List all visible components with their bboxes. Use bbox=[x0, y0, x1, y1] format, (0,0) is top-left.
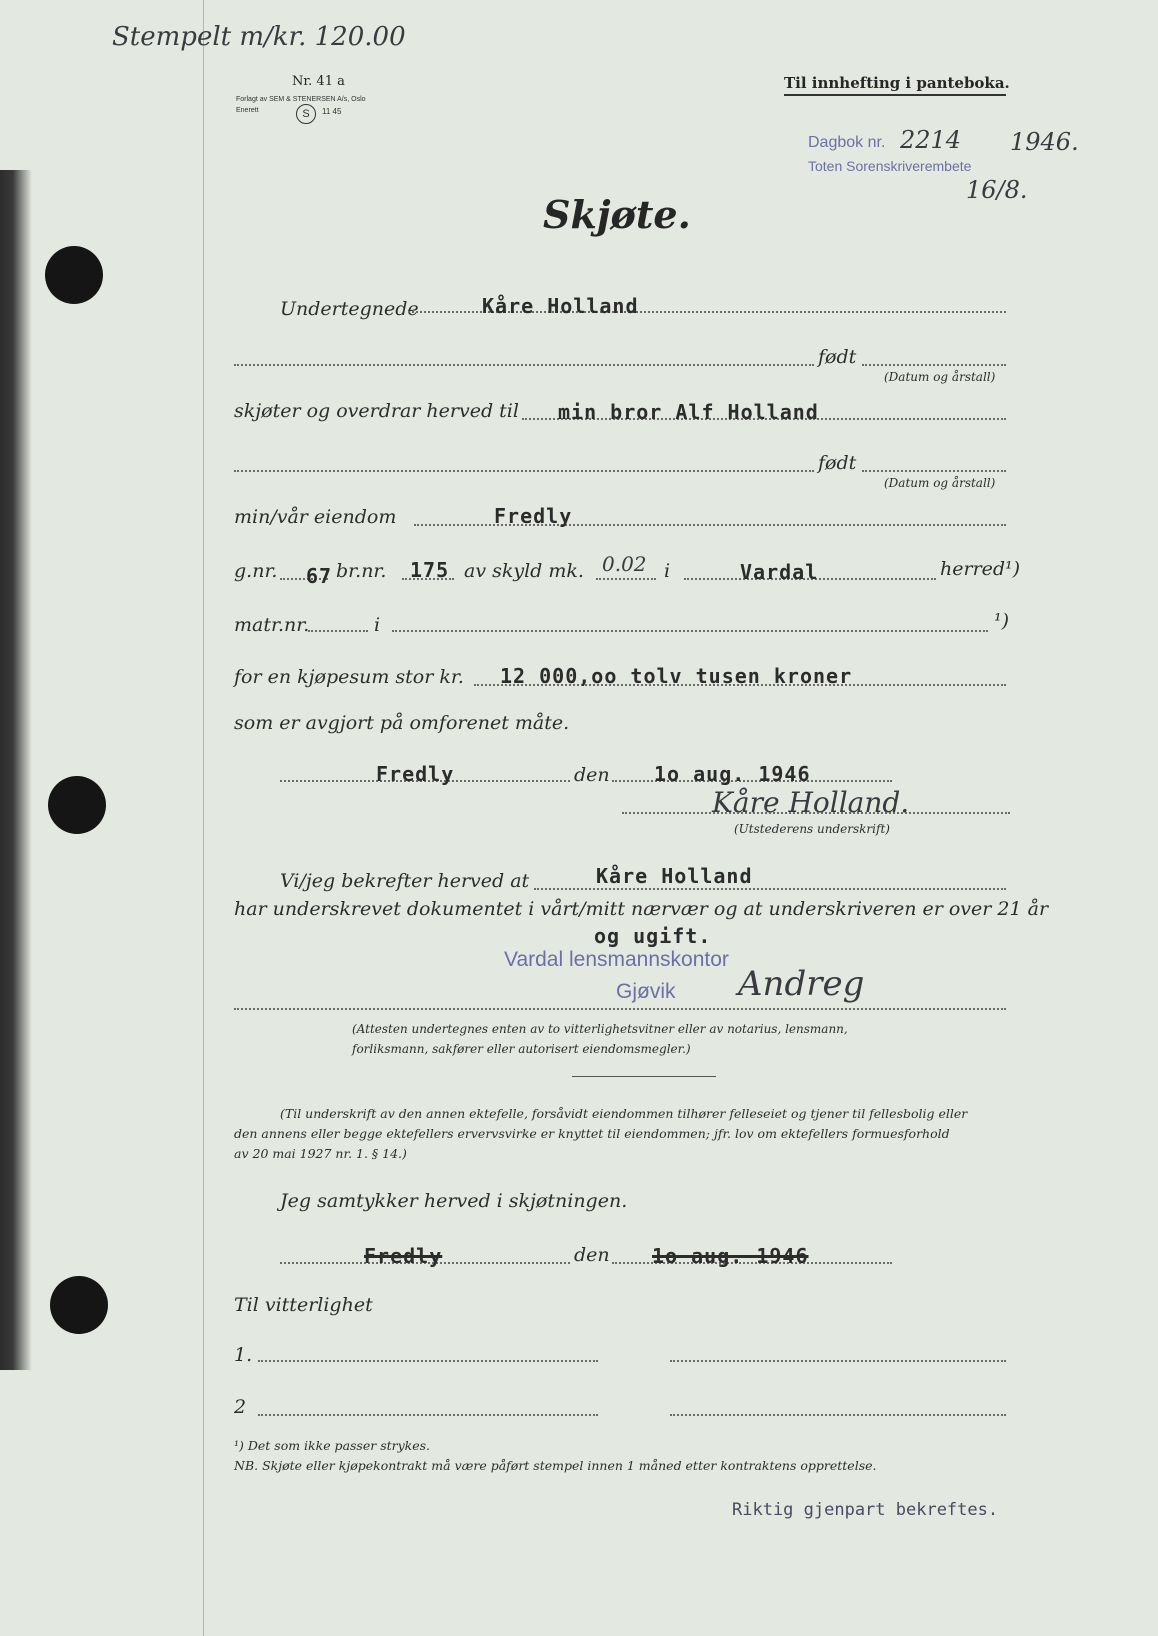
official-signature: Andreg bbox=[738, 964, 865, 1004]
signing-den-label: den bbox=[574, 764, 610, 786]
seller-date-line bbox=[862, 364, 1006, 366]
signing-place: Fredly bbox=[376, 762, 455, 786]
witness-1-address-line bbox=[670, 1360, 1006, 1362]
confirm-name: Kåre Holland bbox=[596, 864, 753, 888]
dagbok-label: Dagbok nr. bbox=[808, 134, 886, 151]
dagbok-year: 1946. bbox=[1010, 128, 1079, 156]
purchase-label: for en kjøpesum stor kr. bbox=[234, 666, 464, 688]
signing-date: 1o aug. 1946 bbox=[654, 762, 811, 786]
property-name: Fredly bbox=[494, 504, 573, 528]
buyer-dob-line bbox=[234, 470, 814, 472]
confirm-label: Vi/jeg bekrefter herved at bbox=[280, 870, 530, 892]
matr-place-line bbox=[392, 630, 988, 632]
dagbok-date: 16/8. bbox=[966, 176, 1028, 204]
spouse-note-line-3: av 20 mai 1927 nr. 1. § 14.) bbox=[234, 1146, 407, 1161]
printer-logo-icon: S bbox=[296, 104, 316, 124]
footnote-line-2: NB. Skjøte eller kjøpekontrakt må være påført stempel innen 1 måned etter kontraktens opprettelse. bbox=[234, 1458, 877, 1473]
settled-text: som er avgjort på omforenet måte. bbox=[234, 712, 570, 734]
buyer-fodt-label: født bbox=[818, 452, 857, 474]
transfer-label: skjøter og overdrar herved til bbox=[234, 400, 519, 422]
seller-signature: Kåre Holland. bbox=[712, 786, 910, 819]
skyld-field-line bbox=[596, 578, 656, 580]
printer-line-1: Forlagt av SEM & STENERSEN A/s, Oslo bbox=[236, 96, 366, 103]
brnr-value: 175 bbox=[410, 558, 450, 582]
attest-note-line-2: forliksmann, sakfører eller autorisert eiendomsmegler.) bbox=[352, 1042, 691, 1056]
printer-line-2: Enerett bbox=[236, 107, 259, 114]
witness-label: Til vitterlighet bbox=[234, 1294, 373, 1316]
witness-1-number: 1. bbox=[234, 1344, 253, 1366]
gnr-label: g.nr. bbox=[234, 560, 278, 582]
purchase-value: 12 000,oo tolv tusen kroner bbox=[500, 664, 853, 688]
matr-i-label: i bbox=[374, 614, 381, 636]
form-number: Nr. 41 a bbox=[292, 74, 345, 89]
skyld-label: av skyld mk. bbox=[464, 560, 584, 582]
consent-place: Fredly bbox=[364, 1244, 443, 1268]
seller-dob-line bbox=[234, 364, 814, 366]
matr-footnote-ref: ¹) bbox=[994, 610, 1010, 632]
lensmann-stamp-line-1: Vardal lensmannskontor bbox=[504, 948, 729, 971]
confirm-name-line bbox=[534, 888, 1006, 890]
skyld-i-label: i bbox=[664, 560, 671, 582]
seller-datum-note: (Datum og årstall) bbox=[884, 370, 996, 384]
footnote-line-1: ¹) Det som ikke passer strykes. bbox=[234, 1438, 431, 1453]
herred-value: Vardal bbox=[740, 560, 819, 584]
brnr-label: br.nr. bbox=[336, 560, 387, 582]
attest-signature-line bbox=[234, 1008, 1006, 1010]
seller-fodt-label: født bbox=[818, 346, 857, 368]
confirm-text: har underskrevet dokumentet i vårt/mitt nærvær og at underskriveren er over 21 år bbox=[234, 898, 1049, 920]
witness-1-signature-line bbox=[258, 1360, 598, 1362]
spouse-note-line-1: (Til underskrift av den annen ektefelle, forsåvidt eiendommen tilhører felleseiet og tjener til fellesbolig eller bbox=[280, 1106, 968, 1121]
matr-field-line bbox=[308, 630, 368, 632]
handwritten-stamp-duty: Stempelt m/kr. 120.00 bbox=[112, 22, 406, 52]
gnr-value: 67 bbox=[306, 564, 333, 588]
consent-date: 1o aug. 1946 bbox=[652, 1244, 809, 1268]
herred-label: herred¹) bbox=[940, 558, 1021, 580]
buyer-name: min bror Alf Holland bbox=[558, 400, 819, 424]
signature-line bbox=[622, 812, 1010, 814]
buyer-date-line bbox=[862, 470, 1006, 472]
witness-2-signature-line bbox=[258, 1414, 598, 1416]
consent-den-label: den bbox=[574, 1244, 610, 1266]
printer-date: 11 45 bbox=[322, 107, 342, 116]
header-registration-note: Til innhefting i panteboka. bbox=[784, 74, 1010, 92]
punch-hole-top bbox=[45, 246, 103, 304]
lensmann-stamp-line-2: Gjøvik bbox=[616, 980, 676, 1003]
bottom-certification-stamp: Riktig gjenpart bekreftes. bbox=[732, 1500, 999, 1520]
matr-label: matr.nr. bbox=[234, 614, 310, 636]
section-divider bbox=[572, 1076, 716, 1077]
margin-rule bbox=[203, 0, 204, 1636]
confirm-extra: og ugift. bbox=[594, 924, 712, 948]
eiendom-label: min/vår eiendom bbox=[234, 506, 397, 528]
punch-hole-middle bbox=[48, 776, 106, 834]
skyld-value: 0.02 bbox=[602, 552, 647, 576]
header-rule bbox=[784, 94, 1006, 96]
buyer-datum-note: (Datum og årstall) bbox=[884, 476, 996, 490]
dagbok-office: Toten Sorenskriverembete bbox=[808, 158, 972, 174]
issuer-signature-label: (Utstederens underskrift) bbox=[734, 822, 890, 836]
spouse-note-line-2: den annens eller begge ektefellers ervervsvirke er knyttet til eiendommen; jfr. lov om ektefellers formuesforhold bbox=[234, 1126, 950, 1141]
dagbok-number: 2214 bbox=[900, 126, 962, 154]
attest-note-line-1: (Attesten undertegnes enten av to vitterlighetsvitner eller av notarius, lensmann, bbox=[352, 1022, 848, 1036]
witness-2-number: 2 bbox=[234, 1396, 247, 1418]
page-edge-shadow bbox=[0, 170, 32, 1370]
undertegnede-label: Undertegnede bbox=[280, 298, 419, 320]
punch-hole-bottom bbox=[50, 1276, 108, 1334]
witness-2-address-line bbox=[670, 1414, 1006, 1416]
document-title: Skjøte. bbox=[543, 192, 691, 237]
consent-text: Jeg samtykker herved i skjøtningen. bbox=[280, 1190, 628, 1212]
seller-name: Kåre Holland bbox=[482, 294, 639, 318]
